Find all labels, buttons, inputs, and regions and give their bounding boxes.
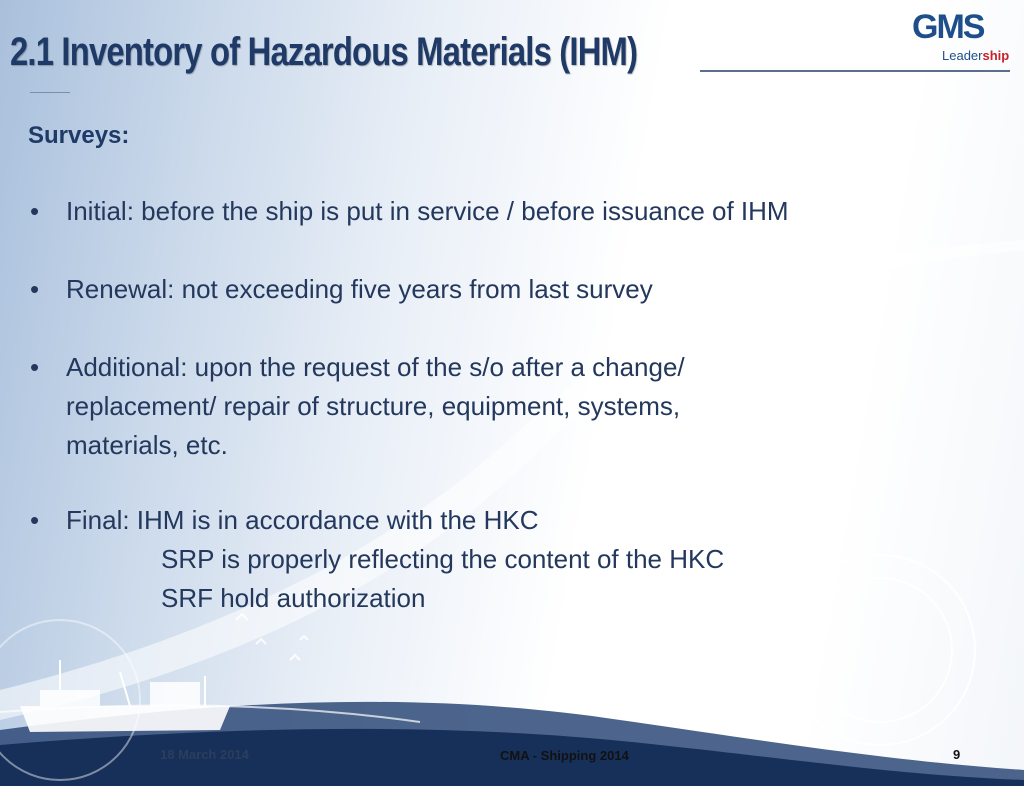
title-underline xyxy=(700,70,1010,72)
bullet-item-final xyxy=(28,501,724,618)
footer-center-text: CMA - Shipping 2014 xyxy=(500,748,629,763)
bullet-text: replacement/ repair of structure, equipment, systems, xyxy=(66,391,681,421)
bullet-marker: • xyxy=(30,352,40,382)
bullet-text: SRF hold authorization xyxy=(161,583,426,613)
logo-tagline-accent: ship xyxy=(982,48,1010,63)
bullet-item-additional xyxy=(28,348,685,465)
bullet-text: materials, etc. xyxy=(66,430,228,460)
section-heading: Surveys: xyxy=(28,122,130,149)
bullet-marker: • xyxy=(30,505,40,535)
bullet-marker: • xyxy=(30,274,40,304)
title-divider xyxy=(30,92,70,93)
slide-title: 2.1 Inventory of Hazardous Materials (IHM) xyxy=(10,30,638,74)
logo-tagline xyxy=(942,48,1009,63)
bullet-item-renewal xyxy=(28,270,653,309)
bullet-text: Initial: before the ship is put in service / before issuance of IHM xyxy=(66,196,789,226)
logo-tagline-pre: Leader xyxy=(942,48,983,63)
bullet-text: SRP is properly reflecting the content of the HKC xyxy=(161,544,725,574)
bullet-text: Renewal: not exceeding five years from last survey xyxy=(66,274,653,304)
bullet-marker: • xyxy=(30,196,40,226)
bullet-text: Additional: upon the request of the s/o after a change/ xyxy=(66,352,685,382)
gms-logo xyxy=(900,8,1020,68)
page-number: 9 xyxy=(953,747,961,762)
bullet-text: Final: IHM is in accordance with the HKC xyxy=(66,505,539,535)
bullet-item-initial xyxy=(28,192,789,231)
footer-date: 18 March 2014 xyxy=(160,747,249,762)
logo-brand: GMS xyxy=(912,8,984,46)
